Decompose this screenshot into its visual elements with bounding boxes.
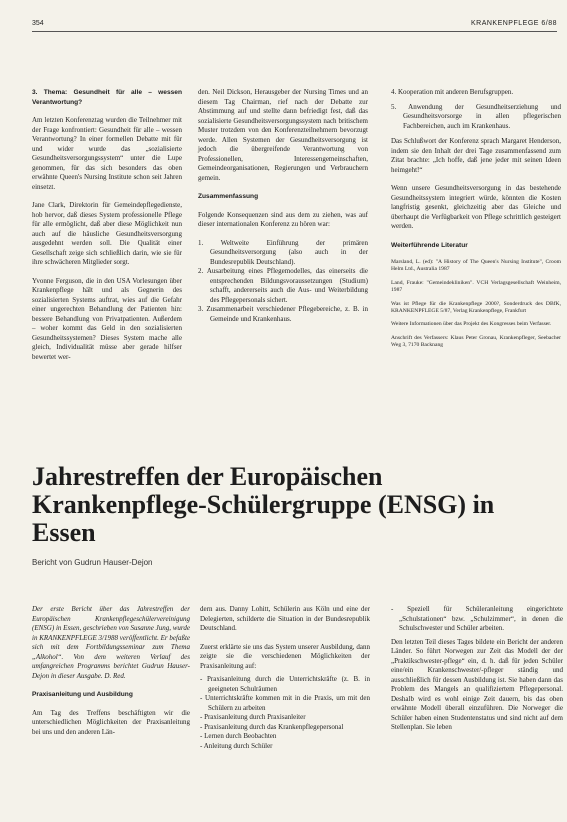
top-column-2 [198,88,368,332]
literature-list [391,259,561,350]
paragraph: Jane Clark, Direktorin für Gemeindepflegedienste, hob hervor, daß dieses System professionelle Pflege für alle ermöglicht, daß aber diese Möglichkeit nun auch auf die häusliche Gesundheitsversorgung ausgedehnt werden soll. Die Qualität einer Gesellschaft zeige sich schließlich darin, wie sie für ihre schwächeren Mitglieder sorgt. [32,201,182,266]
paragraph: Zuerst erklärte sie uns das System unserer Ausbildung, dann zeigte sie die verschiedenen Möglichkeiten der Praxisanleitung auf: [200,642,370,670]
journal-label: KRANKENPFLEGE 6/88 [470,20,557,27]
list-item: 4. Kooperation mit anderen Berufsgruppen. [391,88,514,96]
article-column-2 [200,605,370,751]
byline: Bericht von Gudrun Hauser-Dejon [32,558,153,567]
header-rule [32,31,557,32]
list-item: - Anleitung durch Schüler [200,741,273,750]
list-item: - Unterrichtskräfte kommen mit in die Praxis, um mit den Schülern zu arbeiten [200,694,370,712]
guidance-list [200,675,370,751]
top-column-3 [391,88,561,356]
list-item: 2. Ausarbeitung eines Pflegemodelles, das einerseits die entsprechenden Bildungsvoraussetzungen (Studium) schafft, andererseits auch die Aus- und Weiterbildung des Pflegepersonals sichert. [198,267,368,304]
list-item: - Lernen durch Beobachten [200,732,277,740]
page-number: 354 [32,20,44,27]
list-item: 3. Zusammenarbeit verschiedener Pflegebereiche, z. B. in Gemeinde und Krankenhaus. [198,305,368,323]
section-heading: Praxisanleitung und Ausbildung [32,691,133,698]
paragraph: Den letzten Teil dieses Tages bildete ein Bericht der anderen Länder. So führt Norwegen zur Zeit das Modell der der „Praktikschwester-pflege“ ein, d. h. daß für jeden Schüler eine/ein Krankenschwester/-pfleger ständig und ausschließlich für dessen Ausbildung ist. Sie haben dann das Problem des Mangels an qualifiziertem Pflegepersonal. Deshalb wird es wohl einige Zeit dauern, bis das oben erwähnte Modell überall einzuführen. Die Norweger die Schüler haben einen Studentenstatus und sind nicht auf dem Stellenplan. Sie leben [391,637,563,731]
literature-item: Marsland, L. (ed): "A History of The Queen's Nursing Institute", Croom Helm Ltd., Australia 1987 [391,259,561,273]
paragraph: Wenn unsere Gesundheitsversorgung in das bestehende Gesundheitssystem integriert würde, könnten die Kosten langfristig gesenkt, gleichzeitig aber das Gleiche und überhaupt die Verfügbarkeit von Pflege schrittlich gesteigert werden. [391,184,561,230]
summary-list-continued [391,88,561,131]
editorial-intro: Der erste Bericht über das Jahrestreffen der Europäischen Krankenpflegeschülervereinigung (ENSG) in Essen, geschrieben von Susanne Jung, wurde in KRANKENPFLEGE 3/1988 veröffentlicht. Er befaßte sich mit dem Fortbildungsseminar zum Thema „Alkohol“. Von dem weiteren Verlauf des umfangreichen Programms berichtet Gudrun Hauser-Dejon in dieser Ausgabe. D. Red. [32,605,190,680]
list-item: - Speziell für Schüleranleitung eingerichtete „Schulstationen“ bzw. „Schulzimmer“, in denen die Schulschwester und Schüler arbeiten. [391,605,563,632]
article-column-3 [391,605,563,742]
literature-item: Land, Frauke: "Gemeindekliniken". VCH Verlagsgesellschaft Weinheim, 1987 [391,279,561,294]
list-item: - Praxisanleitung durch das Krankenpflegepersonal [200,722,344,731]
page-header [32,20,557,32]
paragraph: Yvonne Ferguson, die in den USA Vorlesungen über Krankenpflege hält und als Gegnerin des sozialisierten Systems auftrat, wies auf die Gefahr einer ungerechten Behandlung der Patienten hin: bessere Behandlung von Privatpatienten. Außerdem – woher kommt das Geld in den sozialisierten Gesundheitssystemen? Dieses System mache alle gleich, Individualität müsse aber gerade hilfser bewertet wer- [32,276,182,361]
article-title: Jahrestreffen der Europäischen Krankenpflege-Schülergruppe (ENSG) in Essen [32,462,495,547]
list-item: - Praxisanleitung durch die Unterrichtskräfte (z. B. in geeigneten Schulräumen [200,675,370,693]
paragraph: den. Neil Dickson, Herausgeber der Nursing Times und an diesem Tag Chairman, rief nach der Debatte zur Abstimmung auf und stellte dann befriedigt fest, daß das sozialisierte Gesundheitsversorgungssystem nach britischem Muster trotzdem von den Konferenzteilnehmern bevorzugt werde. Allen Systemen der Gesundheitsversorgung ist jedoch die übergreifende Verantwortung von Professionellen, Interessengemeinschaften, Gemeindeorganisationen, Regierungen und Verbrauchern gemein. [198,88,368,182]
guidance-list-continued [391,605,563,634]
literature-heading: Weiterführende Literatur [391,241,468,249]
paragraph: Am Tag des Treffens beschäftigten wir die unterschiedlichen Möglichkeiten der Praxisanleitung bei uns und den anderen Län- [32,708,190,736]
paragraph: Am letzten Konferenztag wurden die Teilnehmer mit der Frage konfrontiert: Gesundheit für alle – wessen Verantwortung? In einer formellen Debatte mit für und wider wurde das „sozialisierte Gesundheitsversorgungssystem“ unter die Lupe genommen, für das sich besonders das oben erwähnte Queen's Nursing Institute schon seit Jahren einsetzt. [32,116,182,191]
paragraph: Das Schlußwort der Konferenz sprach Margaret Henderson, indem sie den Inhalt der drei Tage zusammenfassend zum Zitat brachte: „Ich hoffe, daß jene jeder mit seinen Ideen heimgeht!“ [391,137,561,174]
author-address: Anschrift des Verfassers: Klaus Peter Gronau, Krankenpfleger, Seebacher Weg 3, 7170 Backnang [391,334,561,349]
paragraph: dern aus. Danny Lohitt, Schülerin aus Köln und eine der Delegierten, schilderte die Situation in der Bundesrepublik Deutschland. [200,605,370,632]
article-column-1 [32,605,190,746]
top-column-1 [32,88,182,371]
summary-heading: Zusammenfassung [198,193,259,200]
paragraph: Folgende Konsequenzen sind aus dem zu ziehen, was auf dieser internationalen Konferenz zu hören war: [198,210,368,228]
list-item: 5. Anwendung der Gesundheitserziehung und Gesundheitsvorsorge in allen pflegerischen Fachbereichen, auch im Krankenhaus. [391,102,561,130]
literature-item: Weitere Informationen über das Projekt des Kongresses beim Verfasser. [391,321,552,328]
summary-list [198,239,368,325]
list-item: 1. Weltweite Einführung der primären Gesundheitsversorgung (also auch in der Bundesrepublik Deutschland). [198,238,368,266]
literature-item: Was ist Pflege für die Krankenpflege 2000?, Sonderdruck des DBfK, KRANKENPFLEGE 5/87, Verlag Krankenpflege, Frankfurt [391,300,561,315]
section-heading: 3. Thema: Gesundheit für alle – wessen Verantwortung? [32,89,182,106]
list-item: - Praxisanleitung durch Praxisanleiter [200,713,306,721]
